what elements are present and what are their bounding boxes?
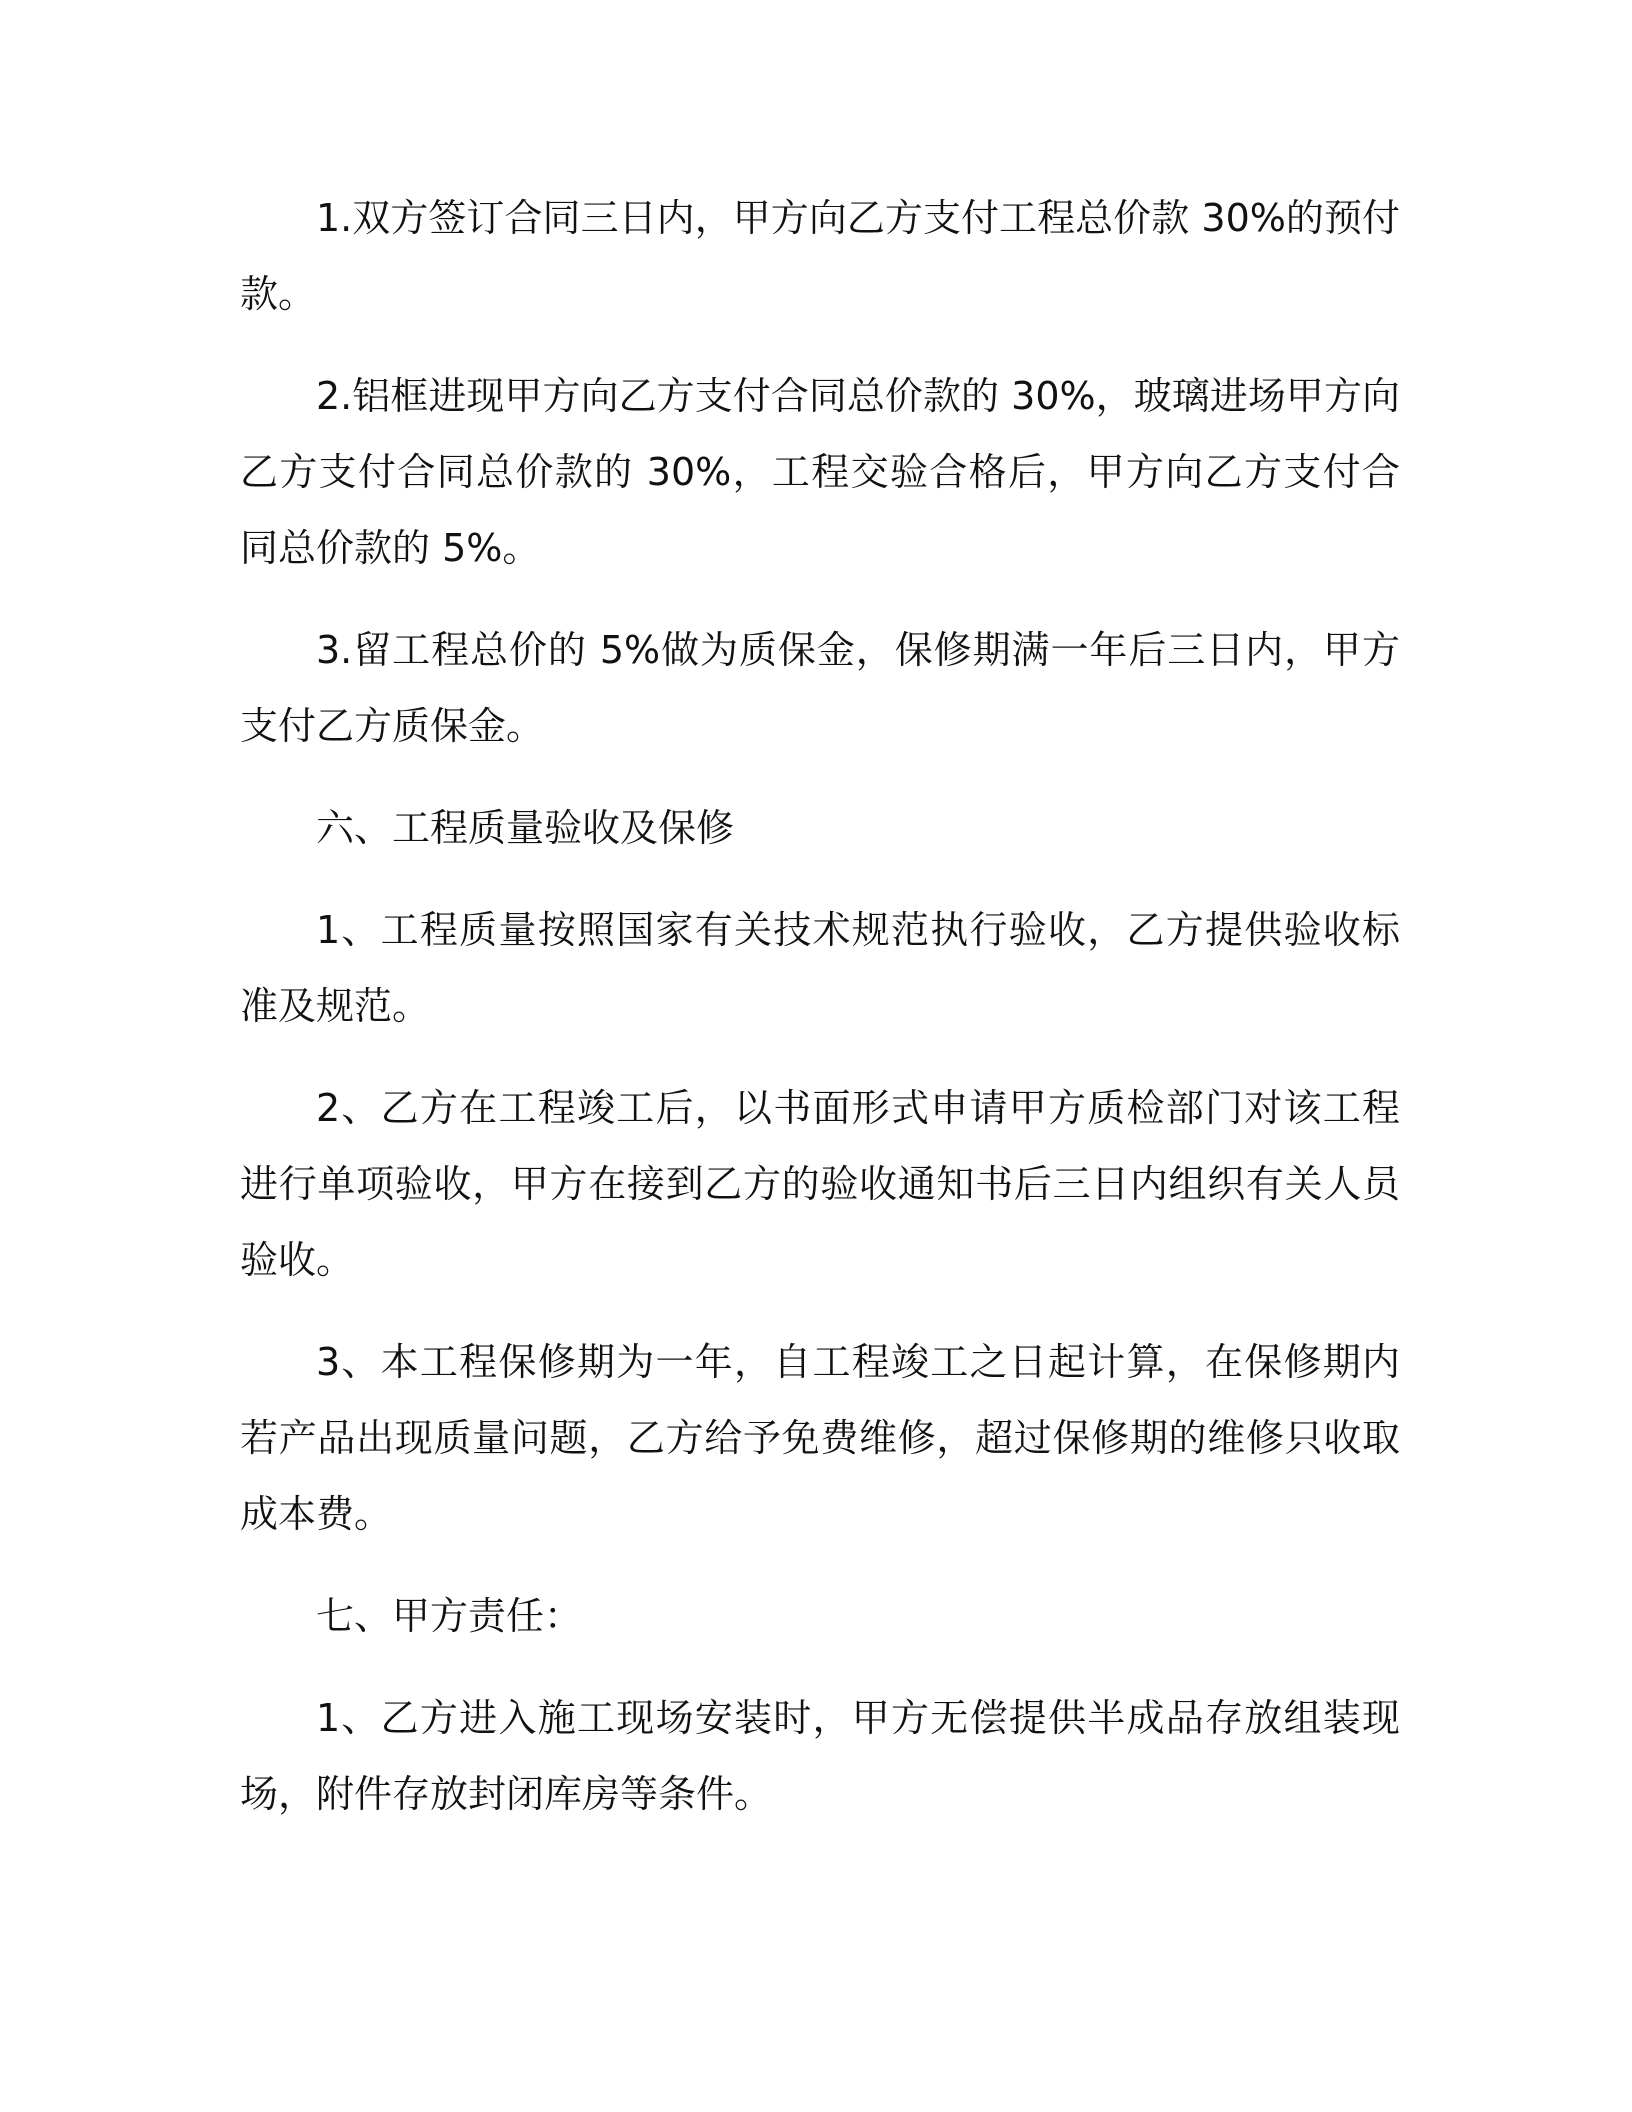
clause-payment-1: 1.双方签订合同三日内，甲方向乙方支付工程总价款 30%的预付款。	[240, 196, 1400, 316]
clause-payment-3: 3.留工程总价的 5%做为质保金，保修期满一年后三日内，甲方支付乙方质保金。	[240, 628, 1400, 748]
document-body	[240, 180, 1400, 1858]
clause-payment-2: 2.铝框进现甲方向乙方支付合同总价款的 30%，玻璃进场甲方向乙方支付合同总价款的 30%，工程交验合格后，甲方向乙方支付合同总价款的 5%。	[240, 374, 1400, 570]
clause-quality-3: 3、本工程保修期为一年，自工程竣工之日起计算，在保修期内若产品出现质量问题，乙方给予免费维修，超过保修期的维修只收取成本费。	[240, 1340, 1400, 1536]
section-heading-party-a: 七、甲方责任：	[316, 1594, 583, 1638]
section-heading-quality: 六、工程质量验收及保修	[316, 806, 735, 850]
clause-party-a-1: 1、乙方进入施工现场安装时，甲方无偿提供半成品存放组装现场，附件存放封闭库房等条件。	[240, 1696, 1400, 1816]
clause-quality-1: 1、工程质量按照国家有关技术规范执行验收，乙方提供验收标准及规范。	[240, 908, 1400, 1028]
clause-quality-2: 2、乙方在工程竣工后，以书面形式申请甲方质检部门对该工程进行单项验收，甲方在接到乙方的验收通知书后三日内组织有关人员验收。	[240, 1086, 1400, 1282]
